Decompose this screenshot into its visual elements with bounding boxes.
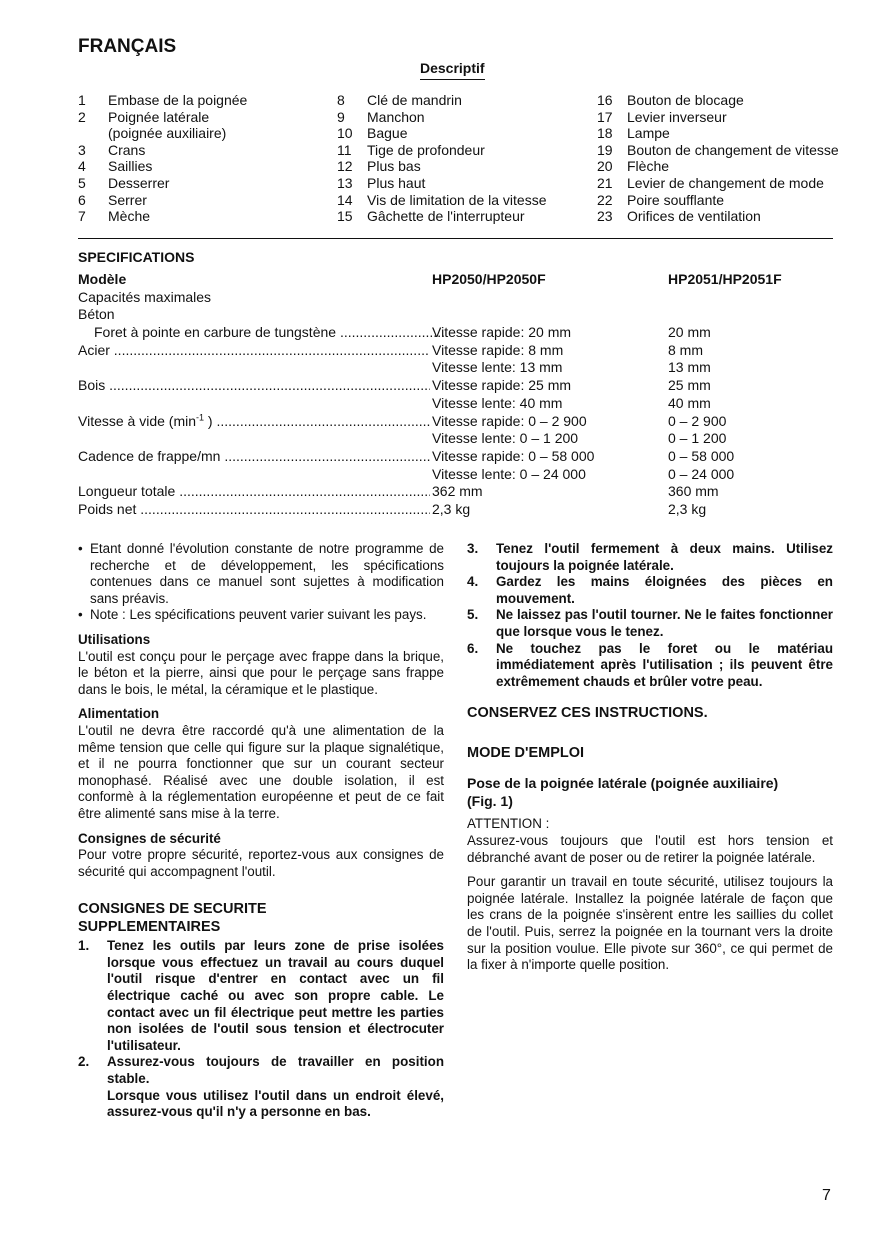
part-label: Plus haut — [367, 174, 426, 191]
part-item — [337, 208, 547, 225]
supplementary-heading-line1: CONSIGNES DE SECURITE — [78, 901, 267, 918]
safety-item-2 — [78, 1054, 444, 1120]
right-column — [467, 541, 833, 974]
bullet-item: • Etant donné l'évolution constante de notre programme de recherche et de développement, les spécifications contenues dans ce manuel sont sujettes à modification sans préavis. — [78, 541, 444, 606]
spec-label-text: Béton — [78, 306, 115, 323]
spec-label — [78, 483, 430, 501]
bullet-item: • Note : Les spécifications peuvent varier suivant les pays. — [78, 607, 427, 623]
spec-header-col1: HP2050/HP2050F — [432, 271, 546, 287]
part-item — [337, 125, 547, 142]
part-label: Saillies — [108, 158, 153, 175]
part-label: Orifices de ventilation — [627, 208, 761, 225]
safety-item-number: 6. — [467, 640, 479, 656]
part-label: Poignée latérale — [108, 108, 210, 125]
alimentation-text: L'outil ne devra être raccordé qu'à une alimentation de la même tension que celle qui figure sur la plaque signalétique, et il ne pourra fonctionner que sur un courant secteur monophasé. Réalisé avec une double isolation, il est conformè à la réglementation européenne et peut de ce fait être alimenté sans mise à la terre. — [78, 722, 444, 821]
pose-text: Pour garantir un travail en toute sécurité, utilisez toujours la poignée latérale. Installez la poignée latérale de façon que les crans de la poignée s'insèrent entre les saillies du collet de l'outil. Puis, serrez la poignée en la tournant vers la droite sur la position voulue. Elle pivote sur 360°, ce qui permet de la fixer à n'importe quelle position. — [467, 874, 833, 973]
safety-item-text: Ne touchez pas le foret ou le matériau immédiatement après l'utilisation ; ils peuvent être extrêmement chauds et brûler votre peau. — [496, 640, 833, 689]
part-label: Crans — [108, 141, 146, 158]
part-number: 22 — [597, 191, 613, 208]
part-item — [78, 109, 247, 126]
attention-label: ATTENTION : — [467, 816, 550, 832]
part-item — [78, 125, 247, 142]
language-title: FRANÇAIS — [78, 36, 177, 57]
spec-label — [78, 413, 430, 431]
utilisations-heading: Utilisations — [78, 631, 151, 647]
spec-row — [78, 306, 833, 324]
part-number: 8 — [337, 92, 345, 108]
part-number: 9 — [337, 108, 345, 125]
part-item — [337, 192, 547, 209]
mode-emploi-heading: MODE D'EMPLOI — [467, 745, 585, 762]
alimentation-heading: Alimentation — [78, 706, 160, 722]
part-number: 1 — [78, 92, 86, 108]
safety-item-text-main: Assurez-vous toujours de travailler en position stable. — [107, 1054, 444, 1087]
spec-value-hp2051: 0 – 58 000 — [668, 447, 735, 464]
part-number: 3 — [78, 141, 86, 158]
safety-item-number: 5. — [467, 607, 479, 623]
spec-row — [78, 430, 833, 448]
part-label: Levier de changement de mode — [627, 174, 824, 191]
spec-value-hp2051: 0 – 2 900 — [668, 412, 727, 429]
consignes-text: Pour votre propre sécurité, reportez-vous aux consignes de sécurité qui accompagnent l'outil. — [78, 847, 444, 879]
spec-header-label: Modèle — [78, 271, 127, 287]
safety-item-6 — [467, 641, 833, 691]
spec-value-hp2050: Vitesse rapide: 20 mm — [432, 324, 572, 341]
part-label: Serrer — [108, 191, 147, 208]
part-number: 12 — [337, 158, 353, 175]
section-title-descriptif: Descriptif — [420, 60, 485, 80]
spec-value-hp2051: 20 mm — [668, 324, 711, 341]
spec-label-superscript: -1 — [196, 412, 205, 422]
part-number: 5 — [78, 174, 86, 191]
divider — [78, 238, 833, 239]
spec-label-text: Bois — [78, 377, 106, 394]
part-label: Gâchette de l'interrupteur — [367, 208, 525, 225]
dot-leader — [220, 448, 430, 464]
part-label: Tige de profondeur — [367, 141, 485, 158]
spec-row — [78, 483, 833, 501]
parts-list-column-2 — [337, 92, 547, 225]
part-label: Levier inverseur — [627, 108, 727, 125]
part-label: (poignée auxiliaire) — [108, 125, 227, 142]
spec-row — [78, 377, 833, 395]
spec-value-hp2050: Vitesse rapide: 0 – 2 900 — [432, 412, 587, 429]
dot-leader — [213, 413, 430, 429]
part-label: Lampe — [627, 125, 670, 142]
part-item — [597, 158, 839, 175]
part-number: 7 — [78, 208, 86, 225]
spec-value-hp2051: 0 – 24 000 — [668, 465, 735, 482]
part-number: 18 — [597, 125, 613, 142]
spec-label — [78, 501, 430, 519]
spec-label — [78, 289, 430, 307]
spec-label — [78, 448, 430, 466]
spec-value-hp2050: Vitesse lente: 0 – 24 000 — [432, 465, 586, 482]
part-label: Poire soufflante — [627, 191, 725, 208]
safety-item-text: Tenez l'outil fermement à deux mains. Utilisez toujours la poignée latérale. — [496, 541, 833, 573]
part-item — [78, 92, 247, 109]
part-item — [597, 142, 839, 159]
part-number: 4 — [78, 158, 86, 175]
pose-heading-line2: (Fig. 1) — [467, 793, 513, 810]
safety-item-text: Tenez les outils par leurs zone de prise isolées lorsque vous effectuez un travail au cours duquel l'outil risque d'entrer en contact avec un fil électrique caché ou avec son propre cable. Le contact avec un fil électrique peut mettre les parties non isolées de l'outil sous tension et électrocuter l'utilisateur. — [107, 938, 444, 1053]
spec-value-hp2050: Vitesse lente: 13 mm — [432, 359, 563, 376]
safety-item-text-extra: Lorsque vous utilisez l'outil dans un endroit élevé, assurez-vous qu'il n'y a personne en bas. — [107, 1087, 444, 1120]
spec-label-text: Capacités maximales — [78, 288, 212, 305]
spec-value-hp2051: 2,3 kg — [668, 500, 707, 517]
bullet-text-2: Note : Les spécifications peuvent varier suivant les pays. — [90, 607, 427, 623]
spec-label-suffix: ) — [204, 412, 213, 429]
part-number: 20 — [597, 158, 613, 175]
part-item — [78, 175, 247, 192]
part-item — [78, 192, 247, 209]
spec-label-text: Longueur totale — [78, 483, 176, 500]
spec-label — [78, 306, 430, 324]
part-item — [337, 109, 547, 126]
spec-row — [78, 324, 833, 342]
safety-item-number: 1. — [78, 938, 90, 954]
part-item — [78, 208, 247, 225]
spec-row — [78, 501, 833, 519]
part-number: 6 — [78, 191, 86, 208]
safety-item-number: 2. — [78, 1054, 90, 1070]
part-label: Plus bas — [367, 158, 421, 175]
part-number: 11 — [337, 141, 352, 158]
part-number: 13 — [337, 174, 353, 191]
spec-value-hp2051: 13 mm — [668, 359, 711, 376]
safety-list-left — [78, 938, 444, 1121]
part-label: Manchon — [367, 108, 425, 125]
utilisations-text: L'outil est conçu pour le perçage avec frappe dans la brique, le béton et la pierre, ainsi que pour le perçage sans frappe dans le bois, le métal, la céramique et le plastique. — [78, 648, 444, 697]
spec-value-hp2050: 362 mm — [432, 483, 483, 500]
spec-value-hp2050: Vitesse lente: 0 – 1 200 — [432, 430, 579, 447]
part-number: 14 — [337, 191, 353, 208]
part-item — [597, 192, 839, 209]
part-number: 15 — [337, 208, 353, 225]
spec-label — [78, 342, 430, 360]
specifications-table — [78, 271, 833, 519]
part-number: 16 — [597, 92, 613, 108]
supplementary-heading — [78, 900, 444, 936]
part-item — [78, 142, 247, 159]
specifications-title: SPECIFICATIONS — [78, 249, 195, 265]
consignes-heading: Consignes de sécurité — [78, 830, 221, 846]
part-number: 10 — [337, 125, 353, 142]
spec-header-col2: HP2051/HP2051F — [668, 271, 782, 287]
conservez-heading: CONSERVEZ CES INSTRUCTIONS. — [467, 705, 708, 722]
part-item — [597, 175, 839, 192]
spec-label-text: Acier — [78, 341, 110, 358]
spec-label — [78, 324, 446, 342]
part-label: Clé de mandrin — [367, 92, 462, 108]
part-label: Vis de limitation de la vitesse — [367, 191, 547, 208]
part-item — [337, 158, 547, 175]
part-label: Bague — [367, 125, 408, 142]
supplementary-heading-line2: SUPPLEMENTAIRES — [78, 919, 221, 936]
spec-value-hp2051: 40 mm — [668, 394, 711, 411]
spec-row — [78, 289, 833, 307]
part-item — [337, 175, 547, 192]
spec-value-hp2051: 360 mm — [668, 483, 719, 500]
safety-item-number: 4. — [467, 574, 479, 590]
part-number: 19 — [597, 141, 613, 158]
spec-label-text: Vitesse à vide (min — [78, 412, 197, 429]
spec-value-hp2050: 2,3 kg — [432, 500, 471, 517]
part-label: Bouton de blocage — [627, 92, 744, 108]
safety-item-number: 3. — [467, 541, 479, 556]
part-item — [597, 208, 839, 225]
dot-leader — [336, 324, 446, 340]
spec-row — [78, 359, 833, 377]
part-number: 23 — [597, 208, 613, 225]
part-item — [337, 92, 547, 109]
spec-row — [78, 448, 833, 466]
spec-row — [78, 466, 833, 484]
part-label: Desserrer — [108, 174, 170, 191]
left-column — [78, 541, 444, 1121]
spec-value-hp2050: Vitesse rapide: 0 – 58 000 — [432, 447, 595, 464]
part-label: Mèche — [108, 208, 151, 225]
part-item — [78, 158, 247, 175]
part-label: Flèche — [627, 158, 670, 175]
parts-list-column-3 — [597, 92, 839, 225]
part-number: 2 — [78, 108, 86, 125]
page-number: 7 — [822, 1187, 831, 1204]
part-item — [597, 92, 839, 109]
part-item — [337, 142, 547, 159]
safety-item-1 — [78, 938, 444, 1054]
spec-row — [78, 395, 833, 413]
part-label: Bouton de changement de vitesse — [627, 141, 839, 158]
spec-label — [78, 377, 430, 395]
spec-row — [78, 342, 833, 360]
part-number: 17 — [597, 108, 613, 125]
part-item — [597, 125, 839, 142]
part-number: 21 — [597, 174, 613, 191]
spec-value-hp2050: Vitesse rapide: 8 mm — [432, 341, 564, 358]
safety-list-right — [467, 541, 833, 690]
safety-item-4 — [467, 574, 833, 607]
safety-item-5 — [467, 607, 833, 640]
dot-leader — [110, 342, 430, 358]
spec-header-row — [78, 271, 833, 289]
safety-item-3 — [467, 541, 833, 574]
dot-leader — [175, 483, 430, 499]
spec-label-text: Foret à pointe en carbure de tungstène — [94, 324, 337, 341]
spec-value-hp2051: 8 mm — [668, 341, 703, 358]
spec-value-hp2050: Vitesse lente: 40 mm — [432, 394, 563, 411]
attention-text: Assurez-vous toujours que l'outil est hors tension et débranché avant de poser ou de retirer la poignée latérale. — [467, 832, 833, 865]
pose-heading-line1: Pose de la poignée latérale (poignée auxiliaire) — [467, 775, 779, 792]
spec-value-hp2051: 0 – 1 200 — [668, 430, 727, 447]
dot-leader — [136, 501, 430, 517]
pose-heading — [467, 774, 833, 810]
spec-label-text: Poids net — [78, 500, 137, 517]
spec-label-text: Cadence de frappe/mn — [78, 447, 221, 464]
part-number — [78, 125, 108, 142]
safety-item-text: Ne laissez pas l'outil tourner. Ne le faites fonctionner que lorsque vous le tenez. — [496, 607, 833, 639]
dot-leader — [105, 377, 430, 393]
spec-value-hp2050: Vitesse rapide: 25 mm — [432, 377, 572, 394]
safety-item-text: Gardez les mains éloignées des pièces en mouvement. — [496, 574, 833, 606]
bullet-text-1: Etant donné l'évolution constante de notre programme de recherche et de développement, les spécifications contenues dans ce manuel sont sujettes à modification sans préavis. — [90, 541, 444, 606]
part-item — [597, 109, 839, 126]
part-label: Embase de la poignée — [108, 92, 248, 108]
spec-row — [78, 413, 833, 431]
spec-value-hp2051: 25 mm — [668, 377, 711, 394]
safety-item-text — [107, 1054, 444, 1120]
parts-list-column-1 — [78, 92, 247, 225]
